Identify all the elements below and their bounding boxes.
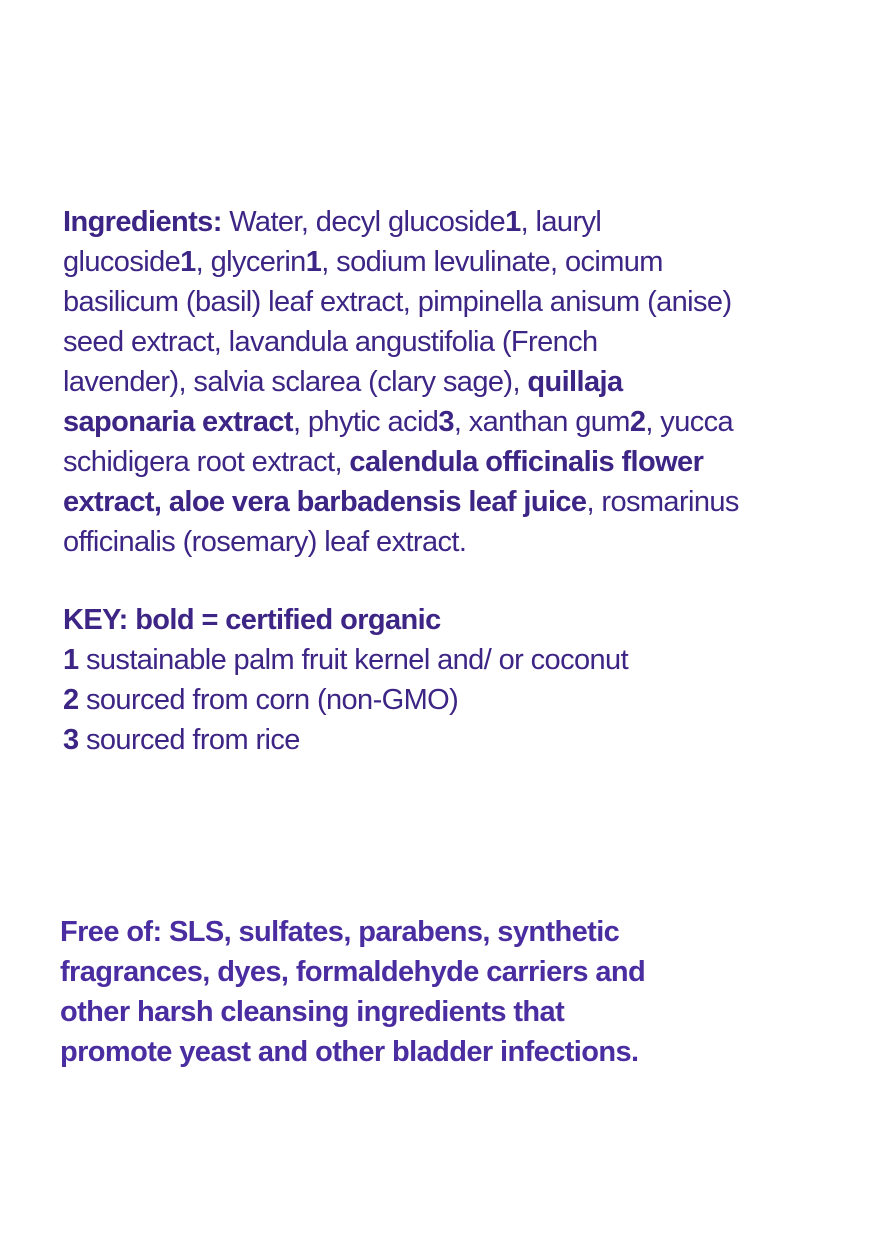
bold-text-segment: 1 xyxy=(63,644,79,676)
text-line xyxy=(63,282,739,322)
text-segment: sourced from rice xyxy=(78,724,300,756)
bold-text-segment: 1 xyxy=(505,206,521,238)
bold-text-segment: calendula officinalis flower xyxy=(349,446,704,478)
key-legend xyxy=(63,600,628,760)
text-line xyxy=(63,522,739,562)
text-line xyxy=(60,952,645,992)
bold-text-segment: Free of: SLS, sulfates, parabens, synthetic xyxy=(60,916,620,948)
text-line xyxy=(63,402,739,442)
free-of-statement xyxy=(60,912,645,1072)
text-segment: , lauryl xyxy=(520,206,602,238)
bold-text-segment: other harsh cleansing ingredients that xyxy=(60,996,565,1028)
bold-text-segment: saponaria extract xyxy=(63,406,293,438)
text-line xyxy=(63,242,739,282)
text-line xyxy=(63,322,739,362)
text-segment: , phytic acid xyxy=(292,406,439,438)
text-segment: officinalis (rosemary) leaf extract. xyxy=(63,526,467,558)
bold-text-segment: KEY: bold = certified organic xyxy=(63,604,441,636)
text-line xyxy=(63,202,739,242)
bold-text-segment: fragrances, dyes, formaldehyde carriers and xyxy=(60,956,646,988)
text-line xyxy=(63,600,628,640)
text-segment: , glycerin xyxy=(195,246,306,278)
bold-text-segment: 3 xyxy=(63,724,79,756)
text-line xyxy=(60,912,645,952)
bold-text-segment: 1 xyxy=(305,246,322,278)
text-segment: sustainable palm fruit kernel and/ or coconut xyxy=(78,644,629,676)
text-line xyxy=(63,442,739,482)
bold-text-segment: 3 xyxy=(438,406,454,438)
text-line xyxy=(63,640,628,680)
bold-text-segment: 2 xyxy=(63,684,79,716)
text-line xyxy=(60,992,645,1032)
text-line xyxy=(63,362,739,402)
text-line xyxy=(63,720,628,760)
bold-text-segment: 1 xyxy=(180,246,196,278)
bold-text-segment: extract, aloe vera barbadensis leaf juice xyxy=(63,486,587,518)
bold-text-segment: 2 xyxy=(629,406,646,438)
text-segment: , xanthan gum xyxy=(453,406,630,438)
text-segment: , rosmarinus xyxy=(586,486,739,518)
text-line xyxy=(63,680,628,720)
ingredients-paragraph xyxy=(63,202,739,562)
text-segment: glucoside xyxy=(63,246,181,278)
text-segment: , sodium levulinate, ocimum xyxy=(321,246,663,278)
text-line xyxy=(63,482,739,522)
text-line xyxy=(60,1032,645,1072)
text-segment: schidigera root extract, xyxy=(63,446,350,478)
text-segment: basilicum (basil) leaf extract, pimpinella anisum (anise) xyxy=(63,286,732,318)
bold-text-segment: promote yeast and other bladder infections. xyxy=(60,1036,639,1068)
bold-text-segment: quillaja xyxy=(527,366,623,398)
text-segment: Water, decyl glucoside xyxy=(229,206,506,238)
text-segment: seed extract, lavandula angustifolia (French xyxy=(63,326,598,358)
text-segment: , yucca xyxy=(645,406,734,438)
bold-text-segment: Ingredients: xyxy=(63,206,230,238)
text-segment: sourced from corn (non-GMO) xyxy=(78,684,459,716)
text-segment: lavender), salvia sclarea (clary sage), xyxy=(63,366,528,398)
